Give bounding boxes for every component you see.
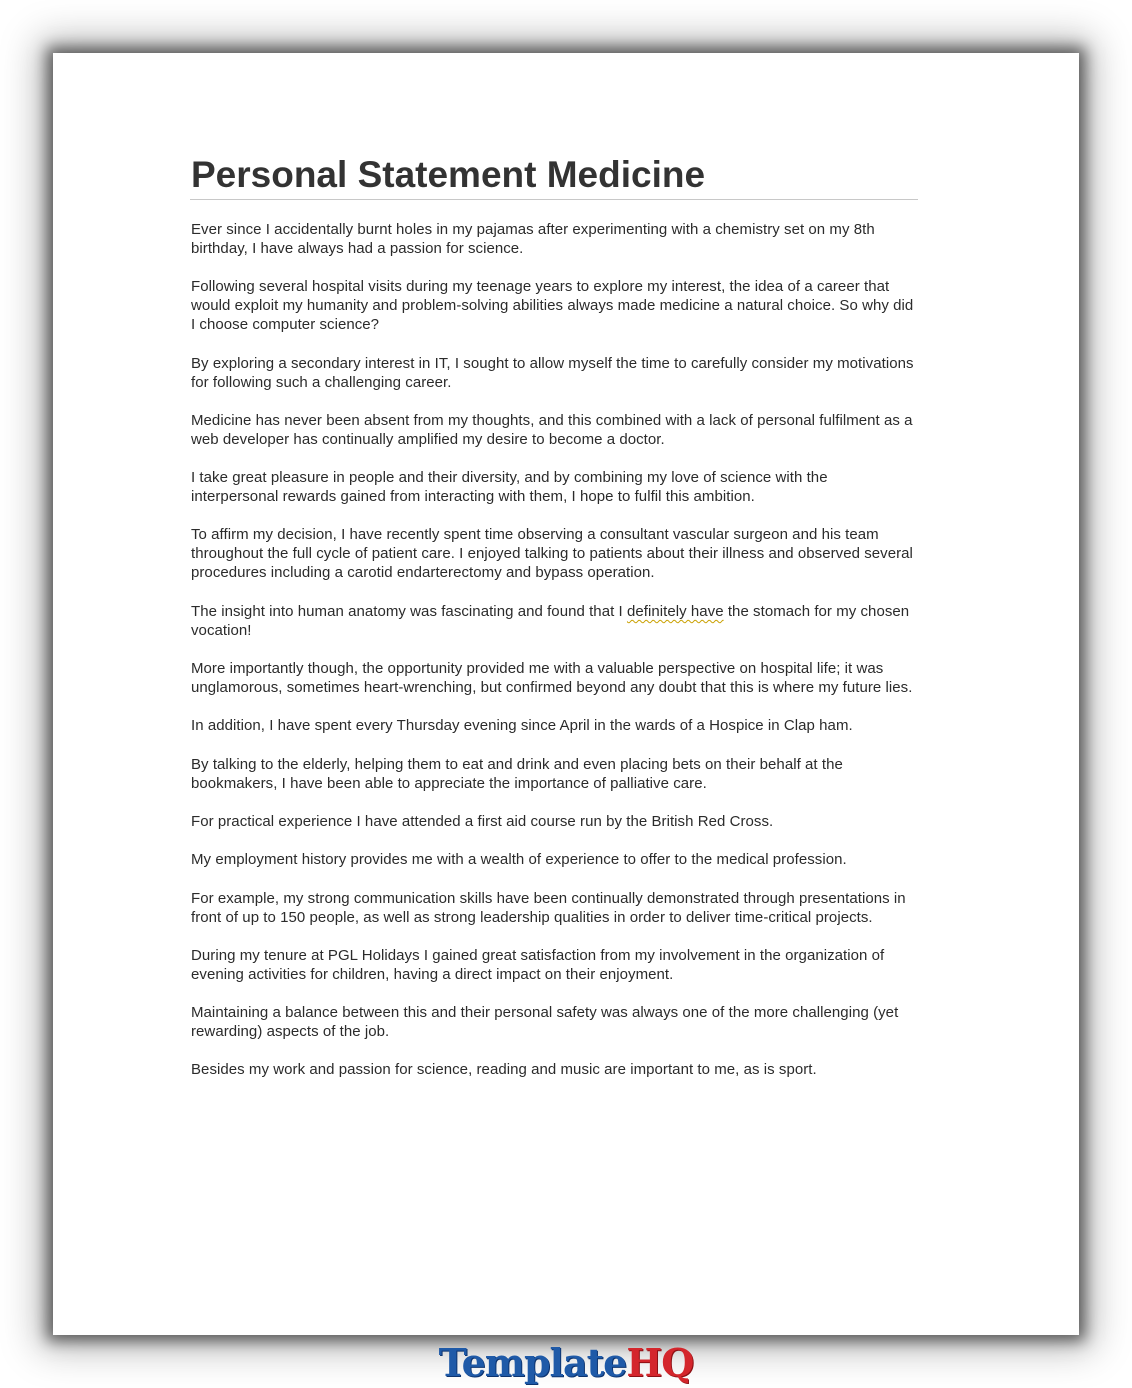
paragraph: I take great pleasure in people and their diversity, and by combining my love of science with the interpersonal rewards gained from interacting with them, I hope to fulfil this ambition. (191, 469, 828, 506)
paragraph-text-before: The insight into human anatomy was fascinating and found that I (191, 602, 627, 620)
paragraph: More importantly though, the opportunity provided me with a valuable perspective on hospital life; it was unglamorous, sometimes heart-wrenching, but confirmed beyond any doubt that this is where my future lies. (191, 660, 913, 697)
paragraph: For practical experience I have attended a first aid course run by the British Red Cross. (191, 812, 774, 830)
templatehq-logo (0, 1338, 1132, 1388)
document-content (190, 153, 918, 1099)
logo-text-template: Template (438, 1340, 627, 1385)
document-body (190, 220, 918, 1079)
paragraph: By talking to the elderly, helping them to eat and drink and even placing bets on their behalf at the bookmakers, I have been able to appreciate the importance of palliative care. (191, 755, 843, 792)
paragraph: During my tenure at PGL Holidays I gained great satisfaction from my involvement in the organization of evening activities for children, having a direct impact on their enjoyment. (191, 946, 885, 983)
paragraph-text-after: the stomach for my chosen vocation! (191, 602, 910, 639)
paragraph: By exploring a secondary interest in IT, I sought to allow myself the time to carefully consider my motivations for following such a challenging career. (191, 354, 914, 391)
paragraph: For example, my strong communication skills have been continually demonstrated through presentations in front of up to 150 people, as well as strong leadership qualities in order to deliver time-critical projects. (191, 889, 906, 926)
paragraph: Ever since I accidentally burnt holes in my pajamas after experimenting with a chemistry set on my 8th birthday, I have always had a passion for science. (191, 221, 875, 257)
paragraph (191, 602, 918, 640)
paragraph: In addition, I have spent every Thursday evening since April in the wards of a Hospice in Clap ham. (191, 717, 853, 735)
paragraph: Besides my work and passion for science, reading and music are important to me, as is sport. (191, 1061, 817, 1079)
document-title: Personal Statement Medicine (190, 153, 918, 200)
paragraph: Maintaining a balance between this and their personal safety was always one of the more challenging (yet rewarding) aspects of the job. (191, 1004, 899, 1041)
logo-text-hq: HQ (626, 1340, 694, 1385)
paragraph: Following several hospital visits during my teenage years to explore my interest, the idea of a career that would exploit my humanity and problem-solving abilities always made medicine a natural choice. So why did I choose computer science? (191, 278, 914, 334)
document-page (53, 53, 1079, 1335)
spellcheck-flagged-phrase[interactable]: definitely have (626, 602, 724, 620)
paragraph: My employment history provides me with a wealth of experience to offer to the medical profession. (191, 851, 847, 869)
paragraph: Medicine has never been absent from my thoughts, and this combined with a lack of personal fulfilment as a web developer has continually amplified my desire to become a doctor. (191, 411, 913, 448)
paragraph: To affirm my decision, I have recently spent time observing a consultant vascular surgeon and his team throughout the full cycle of patient care. I enjoyed talking to patients about their illness and observed several procedures including a carotid endarterectomy and bypass operation. (191, 526, 913, 582)
